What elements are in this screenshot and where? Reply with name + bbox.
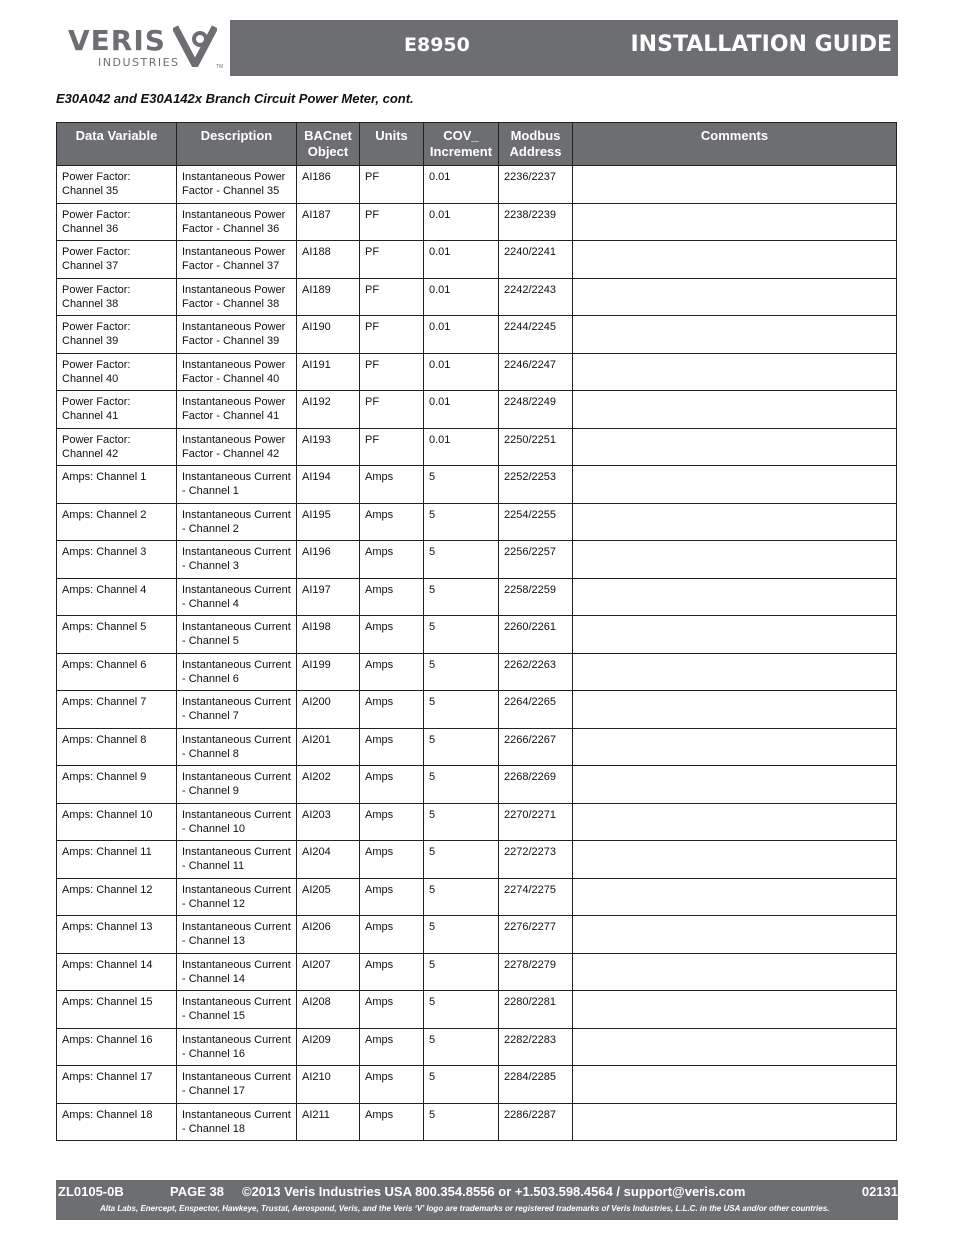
cell-bacnet-object: AI197 — [297, 578, 360, 616]
table-row — [57, 841, 897, 879]
cell-bacnet-object: AI203 — [297, 803, 360, 841]
cell-description: Instantaneous Power Factor - Channel 35 — [177, 166, 297, 204]
cell-comments — [573, 616, 897, 654]
cell-bacnet-object: AI208 — [297, 991, 360, 1029]
cell-bacnet-object: AI199 — [297, 653, 360, 691]
table-row — [57, 203, 897, 241]
cell-data-variable: Amps: Channel 14 — [57, 953, 177, 991]
cell-comments — [573, 428, 897, 466]
cell-modbus-address: 2258/2259 — [499, 578, 573, 616]
cell-data-variable: Amps: Channel 13 — [57, 916, 177, 954]
cell-cov-increment: 5 — [424, 541, 499, 579]
cell-modbus-address: 2268/2269 — [499, 766, 573, 804]
trademark-notice: Alta Labs, Enercept, Enspector, Hawkeye, Trustat, Aerospond, Veris, and the Veris ‘V’ logo are trademarks or registered trademarks of Veris Industries, L.L.C. in the USA and/or other countries. — [100, 1204, 830, 1213]
cell-description: Instantaneous Current - Channel 10 — [177, 803, 297, 841]
table-row — [57, 241, 897, 279]
cell-description: Instantaneous Power Factor - Channel 40 — [177, 353, 297, 391]
table-row — [57, 916, 897, 954]
cell-cov-increment: 0.01 — [424, 428, 499, 466]
cell-units: PF — [360, 353, 424, 391]
cell-bacnet-object: AI190 — [297, 316, 360, 354]
cell-comments — [573, 578, 897, 616]
table-row — [57, 391, 897, 429]
cell-description: Instantaneous Current - Channel 5 — [177, 616, 297, 654]
cell-bacnet-object: AI188 — [297, 241, 360, 279]
table-row — [57, 991, 897, 1029]
cell-description: Instantaneous Power Factor - Channel 37 — [177, 241, 297, 279]
cell-units: Amps — [360, 541, 424, 579]
cell-comments — [573, 203, 897, 241]
cell-bacnet-object: AI209 — [297, 1028, 360, 1066]
cell-bacnet-object: AI210 — [297, 1066, 360, 1104]
table-header-row — [57, 123, 897, 166]
cell-comments — [573, 991, 897, 1029]
cell-bacnet-object: AI207 — [297, 953, 360, 991]
cell-modbus-address: 2244/2245 — [499, 316, 573, 354]
cell-description: Instantaneous Power Factor - Channel 39 — [177, 316, 297, 354]
cell-data-variable: Power Factor: Channel 38 — [57, 278, 177, 316]
cell-data-variable: Power Factor: Channel 37 — [57, 241, 177, 279]
cell-data-variable: Power Factor: Channel 35 — [57, 166, 177, 204]
cell-modbus-address: 2260/2261 — [499, 616, 573, 654]
cell-data-variable: Amps: Channel 2 — [57, 503, 177, 541]
cell-data-variable: Power Factor: Channel 41 — [57, 391, 177, 429]
cell-data-variable: Amps: Channel 4 — [57, 578, 177, 616]
table-row — [57, 653, 897, 691]
cell-modbus-address: 2252/2253 — [499, 466, 573, 504]
cell-description: Instantaneous Current - Channel 14 — [177, 953, 297, 991]
cell-comments — [573, 466, 897, 504]
table-row — [57, 728, 897, 766]
table-row — [57, 278, 897, 316]
table-row — [57, 353, 897, 391]
cell-modbus-address: 2264/2265 — [499, 691, 573, 729]
cell-modbus-address: 2276/2277 — [499, 916, 573, 954]
cell-data-variable: Power Factor: Channel 40 — [57, 353, 177, 391]
cell-data-variable: Power Factor: Channel 39 — [57, 316, 177, 354]
cell-comments — [573, 278, 897, 316]
cell-cov-increment: 0.01 — [424, 316, 499, 354]
cell-comments — [573, 653, 897, 691]
section-subtitle: E30A042 and E30A142x Branch Circuit Power Meter, cont. — [56, 91, 414, 106]
cell-cov-increment: 5 — [424, 1066, 499, 1104]
logo-subtext: INDUSTRIES — [98, 56, 180, 69]
cell-data-variable: Amps: Channel 18 — [57, 1103, 177, 1141]
veris-logo — [56, 20, 230, 76]
table-row — [57, 541, 897, 579]
cell-comments — [573, 541, 897, 579]
cell-comments — [573, 953, 897, 991]
cell-data-variable: Amps: Channel 12 — [57, 878, 177, 916]
cell-comments — [573, 916, 897, 954]
cell-comments — [573, 353, 897, 391]
cell-units: Amps — [360, 953, 424, 991]
column-header: COV_ Increment — [424, 123, 499, 166]
logo-trademark: TM — [216, 64, 224, 70]
cell-units: Amps — [360, 578, 424, 616]
cell-comments — [573, 1066, 897, 1104]
cell-comments — [573, 766, 897, 804]
cell-description: Instantaneous Power Factor - Channel 38 — [177, 278, 297, 316]
cell-modbus-address: 2274/2275 — [499, 878, 573, 916]
cell-description: Instantaneous Current - Channel 8 — [177, 728, 297, 766]
cell-description: Instantaneous Current - Channel 1 — [177, 466, 297, 504]
cell-bacnet-object: AI187 — [297, 203, 360, 241]
cell-units: Amps — [360, 616, 424, 654]
cell-units: Amps — [360, 916, 424, 954]
cell-cov-increment: 5 — [424, 991, 499, 1029]
cell-description: Instantaneous Current - Channel 18 — [177, 1103, 297, 1141]
cell-bacnet-object: AI189 — [297, 278, 360, 316]
column-header: Units — [360, 123, 424, 166]
cell-units: Amps — [360, 466, 424, 504]
table-row — [57, 1028, 897, 1066]
table-row — [57, 166, 897, 204]
cell-data-variable: Amps: Channel 9 — [57, 766, 177, 804]
cell-units: Amps — [360, 841, 424, 879]
table-row — [57, 766, 897, 804]
copyright-contact: ©2013 Veris Industries USA 800.354.8556 or +1.503.598.4564 / support@veris.com — [242, 1184, 746, 1199]
cell-description: Instantaneous Current - Channel 13 — [177, 916, 297, 954]
cell-modbus-address: 2272/2273 — [499, 841, 573, 879]
cell-bacnet-object: AI194 — [297, 466, 360, 504]
table-row — [57, 691, 897, 729]
date-code: 02131 — [861, 1184, 898, 1199]
table-row — [57, 1066, 897, 1104]
cell-bacnet-object: AI198 — [297, 616, 360, 654]
cell-comments — [573, 691, 897, 729]
cell-data-variable: Amps: Channel 11 — [57, 841, 177, 879]
cell-comments — [573, 391, 897, 429]
cell-cov-increment: 0.01 — [424, 353, 499, 391]
table-row — [57, 503, 897, 541]
cell-cov-increment: 5 — [424, 466, 499, 504]
cell-cov-increment: 5 — [424, 578, 499, 616]
column-header: Comments — [573, 123, 897, 166]
cell-data-variable: Amps: Channel 16 — [57, 1028, 177, 1066]
cell-description: Instantaneous Current - Channel 9 — [177, 766, 297, 804]
cell-modbus-address: 2278/2279 — [499, 953, 573, 991]
cell-modbus-address: 2256/2257 — [499, 541, 573, 579]
cell-cov-increment: 5 — [424, 728, 499, 766]
cell-data-variable: Amps: Channel 7 — [57, 691, 177, 729]
cell-units: PF — [360, 241, 424, 279]
cell-bacnet-object: AI206 — [297, 916, 360, 954]
cell-description: Instantaneous Current - Channel 12 — [177, 878, 297, 916]
cell-description: Instantaneous Current - Channel 6 — [177, 653, 297, 691]
cell-modbus-address: 2266/2267 — [499, 728, 573, 766]
cell-units: Amps — [360, 766, 424, 804]
cell-data-variable: Power Factor: Channel 36 — [57, 203, 177, 241]
data-table — [56, 122, 897, 1141]
cell-cov-increment: 5 — [424, 1028, 499, 1066]
cell-description: Instantaneous Current - Channel 11 — [177, 841, 297, 879]
cell-bacnet-object: AI204 — [297, 841, 360, 879]
cell-cov-increment: 5 — [424, 616, 499, 654]
cell-modbus-address: 2282/2283 — [499, 1028, 573, 1066]
table-row — [57, 616, 897, 654]
cell-bacnet-object: AI201 — [297, 728, 360, 766]
cell-units: Amps — [360, 991, 424, 1029]
cell-modbus-address: 2238/2239 — [499, 203, 573, 241]
cell-units: Amps — [360, 728, 424, 766]
cell-description: Instantaneous Current - Channel 17 — [177, 1066, 297, 1104]
table-row — [57, 1103, 897, 1141]
footer-bar — [56, 1180, 898, 1220]
cell-comments — [573, 1103, 897, 1141]
guide-title: INSTALLATION GUIDE — [630, 32, 892, 57]
cell-description: Instantaneous Power Factor - Channel 42 — [177, 428, 297, 466]
cell-data-variable: Amps: Channel 1 — [57, 466, 177, 504]
cell-description: Instantaneous Current - Channel 3 — [177, 541, 297, 579]
column-header: Data Variable — [57, 123, 177, 166]
cell-description: Instantaneous Current - Channel 15 — [177, 991, 297, 1029]
cell-modbus-address: 2262/2263 — [499, 653, 573, 691]
cell-description: Instantaneous Power Factor - Channel 41 — [177, 391, 297, 429]
cell-cov-increment: 0.01 — [424, 203, 499, 241]
column-header: BACnet Object — [297, 123, 360, 166]
table-row — [57, 428, 897, 466]
cell-comments — [573, 316, 897, 354]
cell-comments — [573, 728, 897, 766]
column-header: Modbus Address — [499, 123, 573, 166]
cell-units: Amps — [360, 803, 424, 841]
cell-units: PF — [360, 316, 424, 354]
cell-data-variable: Power Factor: Channel 42 — [57, 428, 177, 466]
cell-modbus-address: 2284/2285 — [499, 1066, 573, 1104]
cell-description: Instantaneous Current - Channel 4 — [177, 578, 297, 616]
cell-cov-increment: 5 — [424, 803, 499, 841]
header-bar — [56, 20, 898, 76]
cell-data-variable: Amps: Channel 15 — [57, 991, 177, 1029]
cell-modbus-address: 2280/2281 — [499, 991, 573, 1029]
cell-units: PF — [360, 391, 424, 429]
cell-description: Instantaneous Current - Channel 16 — [177, 1028, 297, 1066]
cell-cov-increment: 0.01 — [424, 391, 499, 429]
cell-description: Instantaneous Current - Channel 7 — [177, 691, 297, 729]
cell-cov-increment: 5 — [424, 766, 499, 804]
table-row — [57, 578, 897, 616]
logo-wordmark: VERIS — [68, 24, 166, 57]
cell-comments — [573, 841, 897, 879]
cell-cov-increment: 0.01 — [424, 241, 499, 279]
veris-v-logo-icon — [173, 25, 217, 67]
cell-bacnet-object: AI193 — [297, 428, 360, 466]
cell-comments — [573, 878, 897, 916]
cell-bacnet-object: AI196 — [297, 541, 360, 579]
cell-data-variable: Amps: Channel 10 — [57, 803, 177, 841]
cell-cov-increment: 5 — [424, 841, 499, 879]
page-number: PAGE 38 — [170, 1184, 224, 1199]
cell-cov-increment: 5 — [424, 953, 499, 991]
cell-units: Amps — [360, 691, 424, 729]
cell-comments — [573, 803, 897, 841]
cell-cov-increment: 5 — [424, 878, 499, 916]
cell-data-variable: Amps: Channel 6 — [57, 653, 177, 691]
cell-cov-increment: 0.01 — [424, 166, 499, 204]
document-id: ZL0105-0B — [58, 1184, 124, 1199]
cell-units: Amps — [360, 503, 424, 541]
cell-cov-increment: 5 — [424, 916, 499, 954]
cell-cov-increment: 5 — [424, 653, 499, 691]
cell-description: Instantaneous Power Factor - Channel 36 — [177, 203, 297, 241]
cell-description: Instantaneous Current - Channel 2 — [177, 503, 297, 541]
cell-units: PF — [360, 166, 424, 204]
cell-units: PF — [360, 203, 424, 241]
cell-cov-increment: 0.01 — [424, 278, 499, 316]
cell-units: Amps — [360, 878, 424, 916]
cell-comments — [573, 1028, 897, 1066]
cell-units: Amps — [360, 1028, 424, 1066]
cell-data-variable: Amps: Channel 8 — [57, 728, 177, 766]
cell-cov-increment: 5 — [424, 1103, 499, 1141]
cell-cov-increment: 5 — [424, 691, 499, 729]
cell-data-variable: Amps: Channel 5 — [57, 616, 177, 654]
table-row — [57, 803, 897, 841]
cell-comments — [573, 241, 897, 279]
cell-data-variable: Amps: Channel 3 — [57, 541, 177, 579]
cell-comments — [573, 166, 897, 204]
cell-units: PF — [360, 278, 424, 316]
cell-modbus-address: 2246/2247 — [499, 353, 573, 391]
cell-units: PF — [360, 428, 424, 466]
cell-modbus-address: 2250/2251 — [499, 428, 573, 466]
cell-modbus-address: 2286/2287 — [499, 1103, 573, 1141]
cell-modbus-address: 2254/2255 — [499, 503, 573, 541]
cell-bacnet-object: AI195 — [297, 503, 360, 541]
cell-modbus-address: 2242/2243 — [499, 278, 573, 316]
cell-bacnet-object: AI211 — [297, 1103, 360, 1141]
cell-units: Amps — [360, 653, 424, 691]
table-row — [57, 466, 897, 504]
cell-bacnet-object: AI192 — [297, 391, 360, 429]
cell-modbus-address: 2240/2241 — [499, 241, 573, 279]
cell-bacnet-object: AI202 — [297, 766, 360, 804]
cell-modbus-address: 2270/2271 — [499, 803, 573, 841]
cell-cov-increment: 5 — [424, 503, 499, 541]
cell-modbus-address: 2248/2249 — [499, 391, 573, 429]
cell-units: Amps — [360, 1103, 424, 1141]
cell-modbus-address: 2236/2237 — [499, 166, 573, 204]
cell-bacnet-object: AI186 — [297, 166, 360, 204]
cell-units: Amps — [360, 1066, 424, 1104]
table-row — [57, 316, 897, 354]
model-number: E8950 — [404, 34, 470, 56]
cell-bacnet-object: AI205 — [297, 878, 360, 916]
cell-data-variable: Amps: Channel 17 — [57, 1066, 177, 1104]
table-row — [57, 953, 897, 991]
cell-comments — [573, 503, 897, 541]
table-row — [57, 878, 897, 916]
cell-bacnet-object: AI200 — [297, 691, 360, 729]
column-header: Description — [177, 123, 297, 166]
cell-bacnet-object: AI191 — [297, 353, 360, 391]
